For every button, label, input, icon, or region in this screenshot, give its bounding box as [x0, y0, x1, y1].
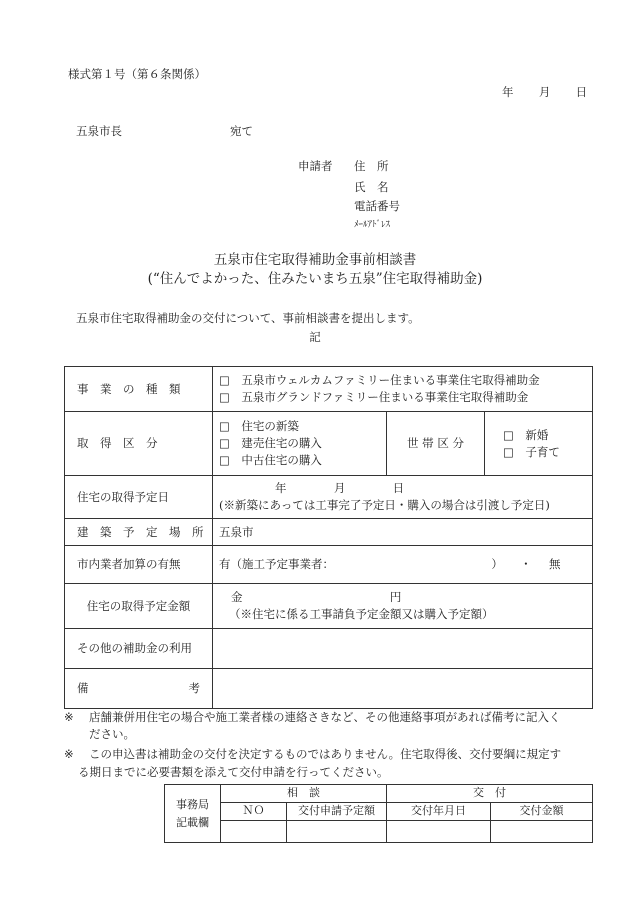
- ki-mark: 記: [309, 330, 321, 344]
- amount-yen: 円: [389, 590, 402, 605]
- office-value-grant-amount[interactable]: [491, 821, 593, 843]
- acquisition-option-used[interactable]: □ 中古住宅の購入: [219, 452, 322, 467]
- applicant-name-label: 氏 名: [354, 180, 389, 194]
- row-acquisition-date: [65, 476, 593, 519]
- intro-text: 五泉市住宅取得補助金の交付について、事前相談書を提出します。: [76, 311, 420, 325]
- document-title: 五泉市住宅取得補助金事前相談書: [213, 252, 417, 268]
- date-day: 日: [575, 85, 588, 99]
- acquisition-option-built[interactable]: □ 建売住宅の購入: [219, 436, 322, 451]
- office-grant-header: 交 付: [387, 785, 593, 803]
- business-type-options: [213, 367, 593, 412]
- applicant-address-label: 住 所: [354, 159, 389, 173]
- household-option-childrearing[interactable]: □ 子育て: [503, 444, 560, 459]
- office-values-row: [165, 821, 593, 843]
- application-form-table: [64, 366, 593, 709]
- business-option-welcome[interactable]: □ 五泉市ウェルカムファミリー住まいる事業住宅取得補助金: [219, 373, 540, 388]
- applicant-label: 申請者: [298, 159, 333, 173]
- amount-kin: 金: [231, 590, 243, 605]
- row-amount: [65, 584, 593, 629]
- date-month: 月: [538, 85, 551, 99]
- office-use-table: [164, 784, 593, 843]
- business-option-grand[interactable]: □ 五泉市グランドファミリー住まいる事業住宅取得補助金: [219, 390, 529, 404]
- acquisition-date-note: (※新築にあっては工事完了予定日・購入の場合は引渡し予定日): [219, 498, 550, 512]
- acquisition-option-new[interactable]: □ 住宅の新築: [219, 419, 299, 434]
- office-col-planned-amount: 交付申請予定額: [287, 803, 387, 821]
- household-options: [485, 412, 593, 476]
- document-subtitle: (“住んでよかった、住みたいまち五泉”住宅取得補助金): [147, 271, 483, 287]
- date-line: [502, 86, 587, 100]
- recipient: 五泉市長: [76, 124, 122, 138]
- office-col-grant-date: 交付年月日: [387, 803, 491, 821]
- date-field-day: 日: [392, 481, 405, 496]
- applicant-email-label: ﾒｰﾙｱﾄﾞﾚｽ: [354, 220, 391, 230]
- office-label: 事務局 記載欄: [165, 785, 221, 843]
- household-option-newlywed[interactable]: □ 新婚: [503, 427, 549, 442]
- applicant-phone-label: 電話番号: [354, 199, 400, 213]
- acquisition-options: [213, 412, 387, 476]
- local-contractor-no[interactable]: 無: [548, 557, 561, 572]
- household-label: 世 帯 区 分: [387, 412, 485, 476]
- office-col-grant-amount: 交付金額: [491, 803, 593, 821]
- form-number: 様式第１号（第６条関係）: [68, 67, 206, 81]
- row-local-contractor: [65, 546, 593, 584]
- office-value-no[interactable]: [221, 821, 287, 843]
- acquisition-label: 取 得 区 分: [65, 412, 213, 476]
- date-field-year: 年: [275, 481, 287, 496]
- remarks-label: 備 考: [65, 669, 213, 709]
- other-subsidy-field[interactable]: [213, 629, 593, 669]
- row-business-type: [65, 367, 593, 412]
- amount-note: （※住宅に係る工事請負予定金額又は購入予定額）: [229, 607, 494, 621]
- acquisition-date-label: 住宅の取得予定日: [65, 476, 213, 519]
- office-value-planned-amount[interactable]: [287, 821, 387, 843]
- amount-label: 住宅の取得予定金額: [65, 584, 213, 629]
- local-contractor-label: 市内業者加算の有無: [65, 546, 213, 584]
- note-2-mark: ※: [64, 747, 74, 761]
- office-header-row: [165, 785, 593, 803]
- amount-field[interactable]: [213, 584, 593, 629]
- local-contractor-close: ）: [491, 557, 503, 572]
- date-field-month: 月: [333, 481, 346, 496]
- row-acquisition: [65, 412, 593, 476]
- remarks-field[interactable]: [213, 669, 593, 709]
- note-1-text-cont: ださい。: [89, 727, 135, 741]
- row-remarks: [65, 669, 593, 709]
- local-contractor-field[interactable]: [213, 546, 593, 584]
- office-value-grant-date[interactable]: [387, 821, 491, 843]
- row-site: [65, 519, 593, 546]
- acquisition-date-field[interactable]: [213, 476, 593, 519]
- business-type-label: 事 業 の 種 類: [65, 367, 213, 412]
- note-1-text: 店舗兼併用住宅の場合や施工業者様の連絡さきなど、その他連絡事項があれば備考に記入く: [89, 710, 561, 724]
- note-2-text: この申込書は補助金の交付を決定するものではありません。住宅取得後、交付要綱に規定す: [89, 747, 562, 761]
- office-col-no: ＮＯ: [221, 803, 287, 821]
- date-year: 年: [502, 85, 514, 99]
- site-field[interactable]: 五泉市: [213, 519, 593, 546]
- row-other-subsidy: [65, 629, 593, 669]
- note-2-text-cont: る期日までに必要書類を添えて交付申請を行ってください。: [78, 765, 389, 779]
- local-contractor-dot: ・: [520, 557, 532, 572]
- office-columns-row: [165, 803, 593, 821]
- local-contractor-yes[interactable]: 有（施工予定事業者：: [219, 557, 334, 572]
- site-label: 建 築 予 定 場 所: [65, 519, 213, 546]
- other-subsidy-label: その他の補助金の利用: [65, 629, 213, 669]
- note-1-mark: ※: [64, 710, 74, 724]
- recipient-suffix: 宛て: [230, 124, 253, 138]
- office-consult-header: 相 談: [221, 785, 387, 803]
